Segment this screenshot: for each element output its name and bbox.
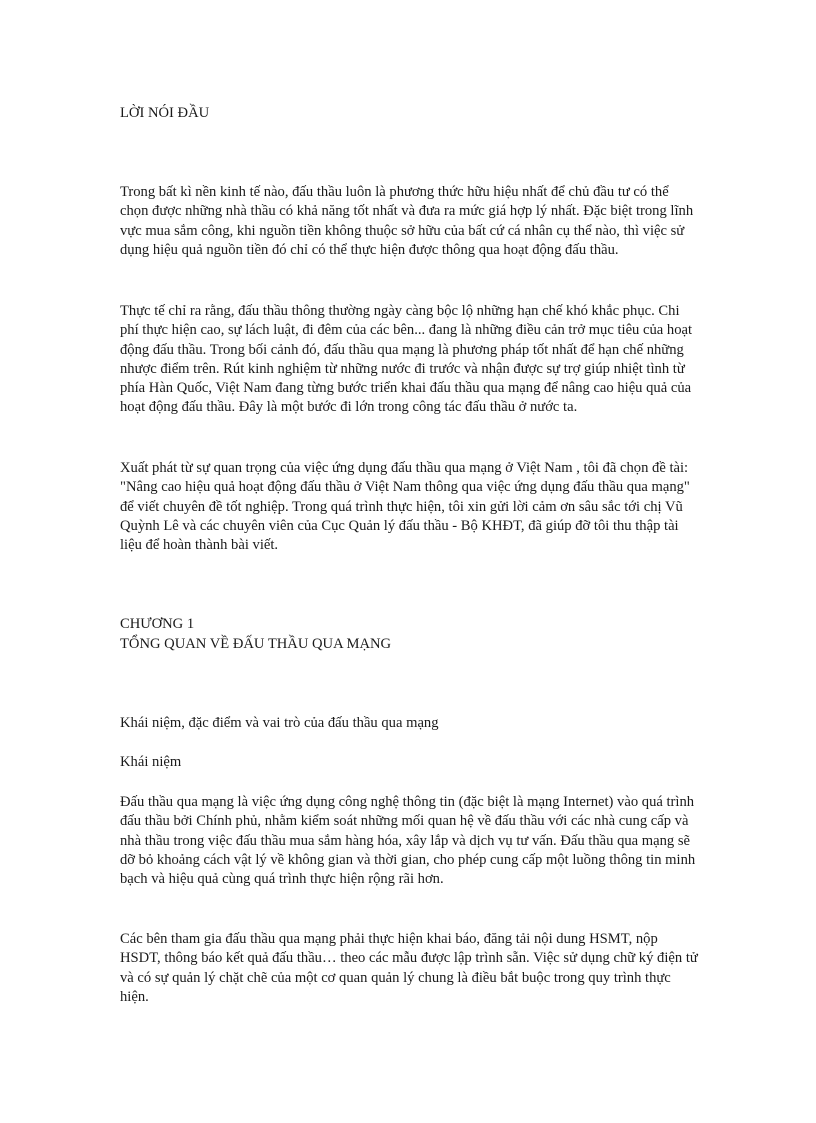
preface-title: LỜI NÓI ĐẦU <box>120 105 210 121</box>
section-title: Khái niệm, đặc điểm và vai trò của đấu thầu qua mạng <box>120 715 439 731</box>
chapter-number: CHƯƠNG 1 <box>120 616 195 632</box>
chapter-paragraph: Các bên tham gia đấu thầu qua mạng phải thực hiện khai báo, đăng tải nội dung HSMT, nộp HSDT, thông báo kết quả đấu thầu… theo các mẫu được lập trình sẵn. Việc sử dụng chữ ký điện tử và có sự quản lý chặt chẽ của một cơ quan quản lý chung là điều bắt buộc trong quy trình thực hiện. <box>120 931 698 1005</box>
subsection-title: Khái niệm <box>120 754 182 770</box>
chapter-title: TỔNG QUAN VỀ ĐẤU THẦU QUA MẠNG <box>120 636 392 652</box>
preface-paragraph: Trong bất kì nền kinh tế nào, đấu thầu luôn là phương thức hữu hiệu nhất để chủ đầu tư có thể chọn được những nhà thầu có khả năng tốt nhất và đưa ra mức giá hợp lý nhất. Đặc biệt trong lĩnh vực mua sắm công, khi nguồn tiền không thuộc sở hữu của bất cứ cá nhân cụ thể nào, thì việc sử dụng hiệu quả nguồn tiền đó chỉ có thể thực hiện được thông qua hoạt động đấu thầu. <box>120 184 694 258</box>
preface-paragraph: Xuất phát từ sự quan trọng của việc ứng dụng đấu thầu qua mạng ở Việt Nam , tôi đã chọn đề tài: "Nâng cao hiệu quả hoạt động đấu thầu ở Việt Nam thông qua việc ứng dụng đấu thầu qua mạng" để viết chuyên đề tốt nghiệp. Trong quá trình thực hiện, tôi xin gửi lời cảm ơn sâu sắc tới chị Vũ Quỳnh Lê và các chuyên viên của Cục Quản lý đấu thầu - Bộ KHĐT, đã giúp đỡ tôi thu thập tài liệu để hoàn thành bài viết. <box>120 460 690 554</box>
preface-paragraph: Thực tế chỉ ra rằng, đấu thầu thông thường ngày càng bộc lộ những hạn chế khó khắc phục. Chi phí thực hiện cao, sự lách luật, đi đêm của các bên... đang là những điều cản trở mục tiêu của hoạt động đấu thầu. Trong bối cảnh đó, đấu thầu qua mạng là phương pháp tốt nhất để hạn chế những nhược điểm trên. Rút kinh nghiệm từ những nước đi trước và nhận được sự trợ giúp nhiệt tình từ phía Hàn Quốc, Việt Nam đang từng bước triển khai đấu thầu qua mạng để nâng cao hiệu quả của hoạt động đấu thầu. Đây là một bước đi lớn trong công tác đấu thầu ở nước ta. <box>120 303 693 416</box>
chapter-paragraph: Đấu thầu qua mạng là việc ứng dụng công nghệ thông tin (đặc biệt là mạng Internet) vào quá trình đấu thầu bởi Chính phủ, nhằm kiểm soát những mối quan hệ về đấu thầu với các nhà cung cấp và nhà thầu trong việc đấu thầu mua sắm hàng hóa, xây lắp và dịch vụ tư vấn. Đấu thầu qua mạng sẽ dỡ bỏ khoảng cách vật lý về không gian và thời gian, cho phép cung cấp một luồng thông tin minh bạch và hiệu quả cùng quá trình thực hiện rộng rãi hơn. <box>120 794 696 888</box>
